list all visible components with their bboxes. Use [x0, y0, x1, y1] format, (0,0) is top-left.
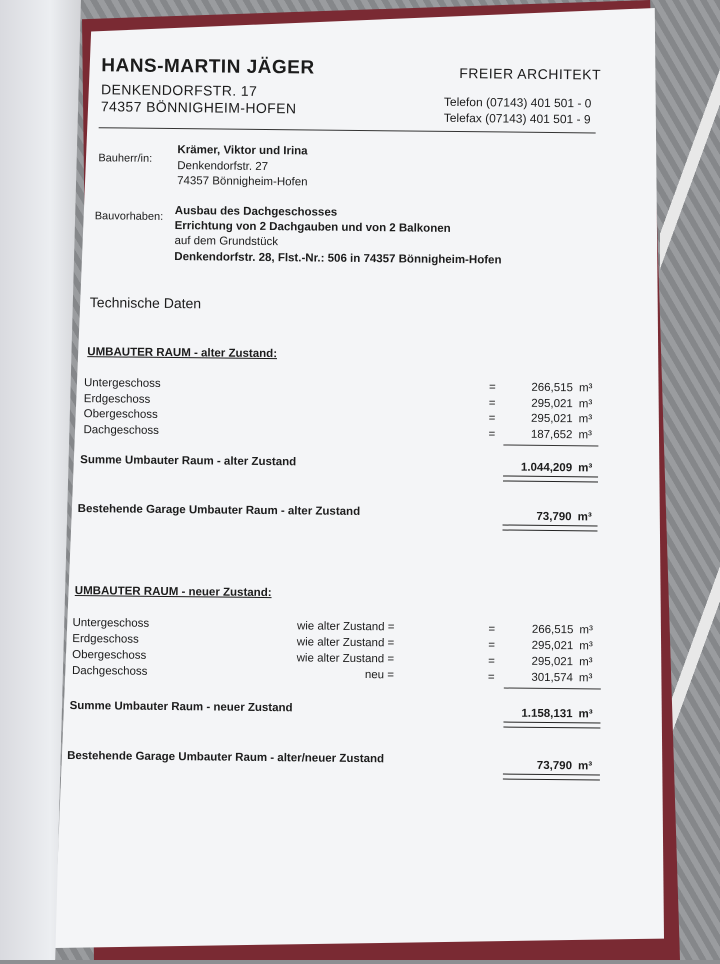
new-sum-label: Summe Umbauter Raum - neuer Zustand [69, 699, 293, 715]
client-name: Krämer, Viktor und Irina [177, 144, 308, 158]
new-garage-unit: m³ [577, 760, 593, 773]
old-row-value: 295,021 [531, 412, 573, 426]
new-row-eq: = [488, 655, 495, 668]
old-sum-label: Summe Umbauter Raum - alter Zustand [80, 454, 297, 469]
new-row-value: 266,515 [531, 623, 574, 637]
new-row-note: neu = [364, 669, 395, 682]
new-row-eq: = [488, 623, 496, 636]
old-garage-double-rule [502, 524, 597, 531]
old-row-label: Untergeschoss [83, 377, 161, 390]
new-garage-label: Bestehende Garage Umbauter Raum - alter/neuer Zustand [67, 749, 385, 766]
architect-fax: Telefax (07143) 401 501 - 9 [443, 110, 591, 127]
new-garage-double-rule [503, 774, 600, 781]
new-row-value: 295,021 [531, 655, 574, 669]
new-row-unit: m³ [579, 624, 593, 637]
old-row-unit: m³ [578, 398, 593, 411]
new-row-unit: m³ [579, 640, 593, 653]
old-row-unit: m³ [578, 413, 593, 426]
new-row-unit: m³ [579, 656, 593, 669]
new-sum-unit: m³ [578, 708, 593, 721]
old-row-value: 266,515 [531, 381, 574, 395]
new-row-eq: = [488, 639, 496, 652]
new-sum-double-rule [503, 722, 600, 729]
old-row-label: Erdgeschoss [83, 393, 151, 406]
project-line-3: auf dem Grundstück [174, 235, 279, 249]
old-garage-unit: m³ [577, 511, 592, 524]
new-row-note: wie alter Zustand = [296, 636, 395, 650]
new-row-label: Erdgeschoss [72, 632, 139, 646]
project-line-1: Ausbau des Dachgeschosses [174, 205, 338, 219]
old-sum-double-rule [503, 475, 598, 482]
client-city: 74357 Bönnigheim-Hofen [177, 175, 308, 189]
architect-name: HANS-MARTIN JÄGER [101, 55, 315, 79]
subtotal-rule [504, 688, 601, 690]
project-line-2: Errichtung von 2 Dachgauben und von 2 Balkonen [174, 220, 451, 235]
old-state-heading: UMBAUTER RAUM - alter Zustand: [87, 346, 278, 361]
old-row-eq: = [488, 412, 496, 425]
old-row-label: Obergeschoss [83, 408, 158, 421]
new-row-label: Untergeschoss [72, 616, 150, 630]
new-row-label: Dachgeschoss [71, 664, 148, 678]
architect-role: FREIER ARCHITEKT [459, 65, 602, 83]
new-state-heading: UMBAUTER RAUM - neuer Zustand: [74, 585, 272, 600]
old-row-eq: = [488, 397, 496, 410]
new-garage-value: 73,790 [536, 759, 573, 773]
subtotal-rule [503, 444, 598, 446]
old-row-eq: = [488, 381, 496, 394]
old-sum-unit: m³ [578, 462, 593, 475]
client-street: Denkendorfstr. 27 [177, 160, 269, 174]
old-sum-value: 1.044,209 [520, 461, 573, 475]
new-row-unit: m³ [578, 672, 593, 685]
old-row-value: 187,652 [530, 428, 573, 442]
architect-city: 74357 BÖNNIGHEIM-HOFEN [100, 98, 297, 117]
old-row-unit: m³ [578, 429, 592, 442]
new-row-value: 301,574 [531, 671, 573, 685]
client-label: Bauherr/in: [98, 152, 153, 165]
old-garage-value: 73,790 [536, 510, 572, 524]
new-row-note: wie alter Zustand = [296, 652, 395, 666]
header-rule [99, 127, 596, 133]
new-row-value: 295,021 [531, 639, 574, 653]
old-row-label: Dachgeschoss [83, 424, 160, 437]
new-row-label: Obergeschoss [72, 648, 147, 662]
new-sum-value: 1.158,131 [521, 707, 573, 721]
old-row-eq: = [488, 428, 496, 441]
new-row-note: wie alter Zustand = [296, 620, 395, 634]
old-row-unit: m³ [578, 382, 593, 395]
old-row-value: 295,021 [531, 397, 573, 411]
architect-street: DENKENDORFSTR. 17 [100, 81, 258, 99]
section-title: Technische Daten [89, 294, 202, 312]
project-label: Bauvorhaben: [94, 210, 164, 223]
project-line-4: Denkendorfstr. 28, Flst.-Nr.: 506 in 74357 Bönnigheim-Hofen [174, 251, 502, 267]
old-garage-label: Bestehende Garage Umbauter Raum - alter Zustand [77, 503, 361, 519]
architect-phone: Telefon (07143) 401 501 - 0 [443, 94, 592, 111]
new-row-eq: = [487, 671, 495, 684]
